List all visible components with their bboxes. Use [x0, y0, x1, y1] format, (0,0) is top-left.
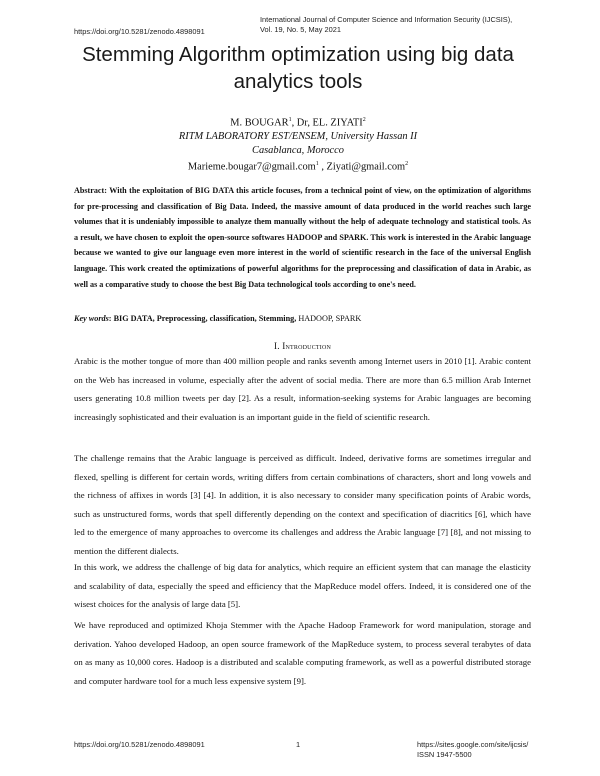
abstract-label: Abstract: — [74, 186, 107, 195]
abstract — [74, 183, 531, 292]
paragraph: We have reproduced and optimized Khoja Stemmer with the Apache Hadoop Framework for word manipulation, storage and derivation. Yahoo developed Hadoop, an open source framework of the MapReduce system, to process several terabytes of data on as many as 10,000 cores. Hadoop is a distributed and scalable computing framework, as well as a powerful distributed storage and computer hardware tool for a much less expensive system [9]. — [74, 620, 531, 686]
journal-volume: Vol. 19, No. 5, May 2021 — [260, 24, 341, 34]
page-number: 1 — [296, 740, 301, 749]
header-doi: https://doi.org/10.5281/zenodo.4898091 — [74, 27, 205, 36]
keywords-bold: : BIG DATA, Preprocessing, classification, Stemming, — [108, 314, 297, 323]
author-location: Casablanca, Morocco — [252, 145, 344, 157]
author-block — [60, 114, 536, 174]
journal-info — [260, 15, 545, 34]
paragraph: Arabic is the mother tongue of more than 400 million people and ranks seventh among Internet users in 2010 [1]. Arabic content on the Web has increased in volume, especially after the advent of social media. There are more than 6.5 million Arab Internet users generating 10.8 million tweets per day [2]. As a result, information-seeking systems for Arabic languages are becoming increasingly sophisticated and their evaluation is an important guide in the field of scientific research. — [74, 356, 531, 422]
author-emails: Marieme.bougar7@gmail.com$^1$ , Ziyati@gmail.com$^2$ — [187, 160, 409, 173]
footer-doi: https://doi.org/10.5281/zenodo.4898091 — [74, 740, 205, 749]
abstract-text: With the exploitation of BIG DATA this article focuses, from a technical point of view, on the optimization of algorithms for pre-processing and classification of Big Data. Indeed, the massive amount of data produced in the world reaches such large volumes that it is undeniably impossible to analyze them manually without the help of adequate technology and statistical tools. As a result, we have chosen to exploit the open-source softwares HADOOP and SPARK. This work is interested in the Arabic language because we wanted to give our language even more interest in the world of scientific research in the face of the universal English language. This work created the optimizations of powerful algorithms for the preprocessing and classification of data in Arabic, as well as a comparative study to choose the best Big Data technological tools according to one's need. — [74, 186, 531, 289]
author-affiliation: RITM LABORATORY EST/ENSEM, University Hassan II — [178, 131, 418, 143]
paragraph: The challenge remains that the Arabic language is perceived as difficult. Indeed, derivative forms are sometimes irregular and flexed, spelling is different for certain words, writing differs from certain combinations of characters, short and long vowels and the richness of affixes in words [3] [4]. In addition, it is also necessary to consider many specification points of Arabic words, such as unstructured forms, words that spell differently depending on the context and specification of diacritics [6], which have led to the emergence of many approaches to overcome its challenges and address the Arabic language [7] [8], and not missing to mention the different dialects. — [74, 453, 531, 556]
keywords-rest: HADOOP, SPARK — [296, 314, 362, 323]
paper-title: Stemming Algorithm optimization using big data analytics tools — [82, 43, 514, 93]
footer-site: https://sites.google.com/site/ijcsis/ — [417, 740, 529, 749]
keywords — [74, 314, 531, 323]
journal-name: International Journal of Computer Science and Information Security (IJCSIS), — [260, 15, 513, 24]
author-names: M. BOUGAR$^1$, Dr, EL. ZIYATI$^2$ — [230, 117, 366, 129]
footer-issn: ISSN 1947-5500 — [417, 750, 472, 759]
keywords-label: Key words — [74, 314, 109, 323]
paragraph: In this work, we address the challenge of big data for analytics, which require an efficient system that can manage the elasticity and scalability of data, especially the speed and efficiency that the MapReduce model offers. Indeed, it is considered one of the wisest choices for the analysis of large data [5]. — [74, 562, 531, 610]
section-heading: I. Introduction — [273, 341, 332, 351]
